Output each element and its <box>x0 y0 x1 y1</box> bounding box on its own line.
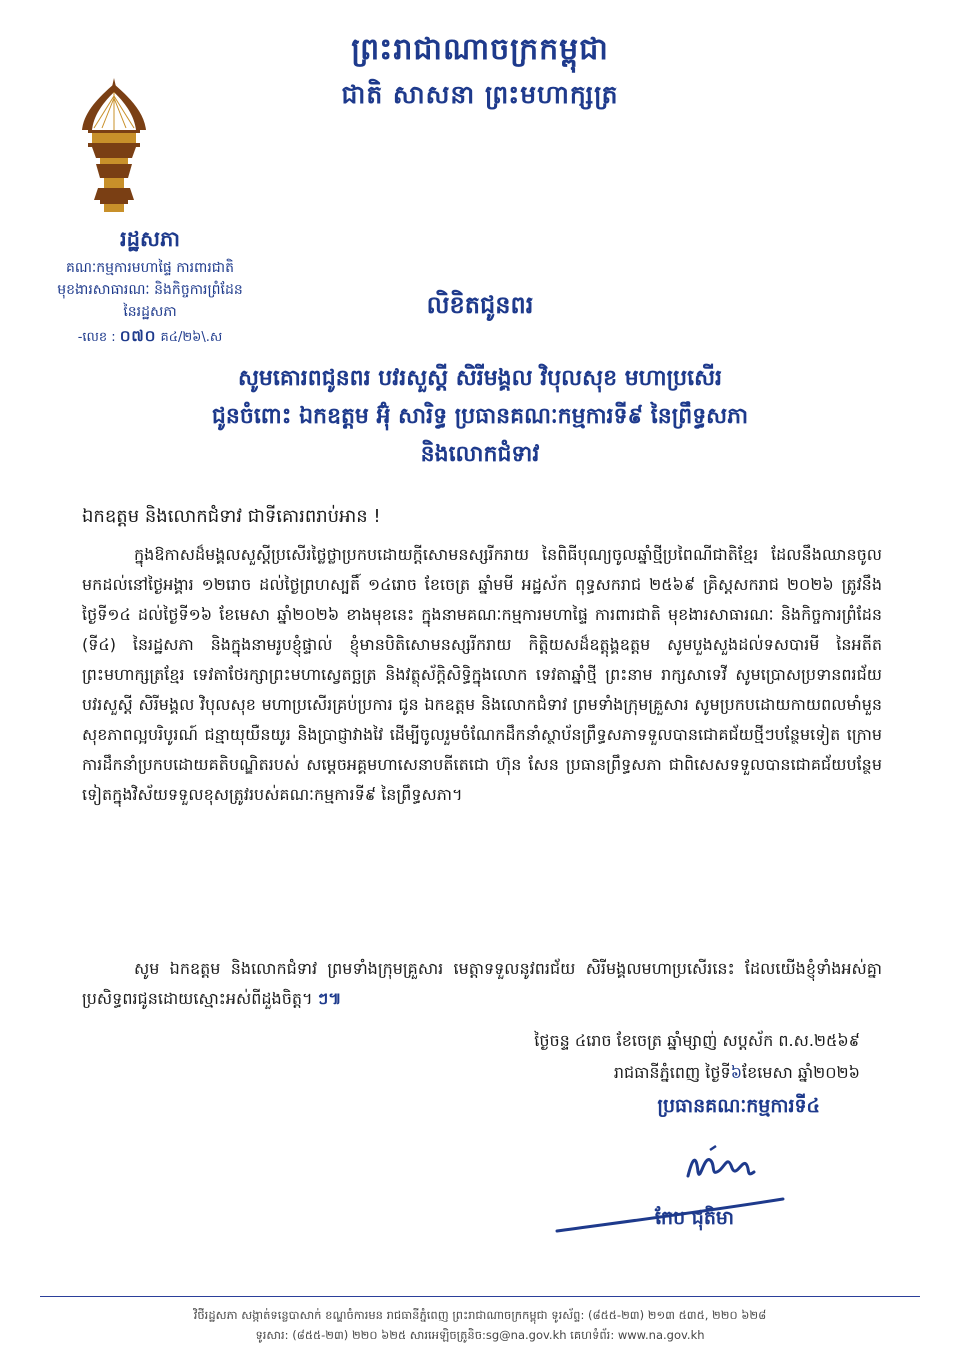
footer-address: វិថីរដ្ឋសភា សង្កាត់ទន្លេបាសាក់ ខណ្ឌចំការមន រាជធានីភ្នំពេញ ព្រះរាជាណាចក្រកម្ពុជា ទូរស័ព្ទ: (៨៥៥-២៣) ២១៣ ៥៣៥, ២២០ ៦២៨ <box>193 1308 767 1322</box>
assembly-emblem-icon <box>78 78 150 218</box>
solar-date <box>460 1058 860 1088</box>
footer-contact: ទូរសារ: (៨៥៥-២៣) ២២០ ៦២៥ សារអេឡិចត្រូនិច:sg@na.gov.kh គេហទំព័រ: www.na.gov.kh <box>255 1328 705 1342</box>
signatory-title: ប្រធានគណៈកម្មការទី៤ <box>657 1095 820 1117</box>
assembly-name: រដ្ឋសភា <box>120 227 180 251</box>
recipient-line-2: ជូនចំពោះ ឯកឧត្តម អ៊ុំ សារិទ្ធ ប្រធានគណៈកម្មការទី៩ នៃព្រឹទ្ធសភា <box>211 404 749 429</box>
salutation: ឯកឧត្តម និងលោកជំទាវ ជាទីគោរពរាប់អាន ! <box>82 506 381 527</box>
ref-suffix: គ៤/២៦\.ស <box>160 330 223 345</box>
recipient-line-3: និងលោកជំទាវ <box>420 442 540 467</box>
body-paragraph-2 <box>82 954 882 1014</box>
commission-line-1: គណៈកម្មការមហាផ្ទៃ ការពារជាតិ <box>66 260 234 276</box>
recipient-line-1: សូមគោរពជូនពរ បវរសួស្តី សិរីមង្គល វិបុលសុខ មហាប្រសើរ <box>237 366 723 391</box>
ref-prefix: -លេខ : <box>77 330 116 345</box>
solar-date-suffix: ខែមេសា ឆ្នាំ២០២៦ <box>742 1063 860 1082</box>
sender-block <box>40 226 260 349</box>
recipients-block <box>0 360 960 474</box>
body-paragraph-1 <box>82 540 882 810</box>
signature-icon <box>680 1142 770 1192</box>
ref-number: ០៧០ <box>119 327 157 345</box>
paragraph-1-text: ក្នុងឱកាសដ៏មង្គលសួស្តីប្រសើរថ្លៃថ្លាប្រកបដោយក្តីសោមនស្សរីករាយ នៃពិធីបុណ្យចូលឆ្នាំថ្មីប្រពៃណីជាតិខ្មែរ ដែលនឹងឈានចូលមកដល់នៅថ្ងៃអង្គារ ១២រោច ដល់ថ្ងៃព្រហស្បតិ៍ ១៤រោច ខែចេត្រ ឆ្នាំមមី អដ្ឋស័ក ពុទ្ធសករាជ ២៥៦៩ គ្រិស្តសករាជ ២០២៦ ត្រូវនឹងថ្ងៃទី១៤ ដល់ថ្ងៃទី១៦ ខែមេសា ឆ្នាំ២០២៦ ខាងមុខនេះ ក្នុងនាមគណៈកម្មការមហាផ្ទៃ ការពារជាតិ មុខងារសាធារណៈ និងកិច្ចការព្រំដែន (ទី៤) នៃរដ្ឋសភា និងក្នុងនាមរូបខ្ញុំផ្ទាល់ ខ្ញុំមានបិតិសោមនស្សរីករាយ កិត្តិយសដ៏ឧត្តុង្គឧត្តម សូមបួងសួងដល់ទសបារមី នៃអតីតព្រះមហាក្សត្រខ្មែរ ទេវតាថែរក្សាព្រះមហាស្វេតច្ឆត្រ និងវត្ថុស័ក្តិសិទ្ធិក្នុងលោក ទេវតាឆ្នាំថ្មី ព្រះនាម រាក្សសាទេវី សូមប្រោសប្រទានពរជ័យ បវរសួស្តី សិរីមង្គល វិបុលសុខ មហាប្រសើរគ្រប់ប្រការ ជូន ឯកឧត្តម និងលោកជំទាវ ព្រមទាំងក្រុមគ្រួសារ សូមប្រកបដោយកាយពលមាំមួន សុខភាពល្អបរិបូរណ៍ ជន្មាយុយឺនយូរ និងប្រាជ្ញាវាងវៃ ដើម្បីចូលរួមចំណែកដឹកនាំស្ថាប័នព្រឹទ្ធសភាទទួលបានជោគជ័យថ្មីៗបន្ថែមទៀត ក្រោមការដឹកនាំប្រកបដោយគតិបណ្ឌិតរបស់ សម្តេចអគ្គមហាសេនាបតីតេជោ ហ៊ុន សែន ប្រធានព្រឹទ្ធសភា ជាពិសេសទទួលបានជោគជ័យបន្ថែមទៀតក្នុងវិស័យទទួលខុសត្រូវរបស់គណៈកម្មការទី៩ នៃព្រឹទ្ធសភា។ <box>82 545 882 804</box>
solar-date-prefix: រាជធានីភ្នំពេញ ថ្ងៃទី <box>613 1063 731 1082</box>
signatory-name: កែប ជុតិមា <box>655 1207 734 1229</box>
reference-number <box>40 327 260 349</box>
footer-divider <box>40 1296 920 1297</box>
paragraph-2-text: សូម ឯកឧត្តម និងលោកជំទាវ ព្រមទាំងក្រុមគ្រួសារ មេត្តាទទួលនូវពរជ័យ សិរីមង្គលមហាប្រសើរនេះ ដែលយើងខ្ញុំទាំងអស់គ្នា ប្រសិទ្ធពរជូនដោយស្មោះអស់ពីដួងចិត្ត។ <box>82 959 882 1008</box>
commission-line-3: នៃរដ្ឋសភា <box>123 304 177 320</box>
solar-date-day: ៦ <box>730 1063 743 1082</box>
handwritten-annotation: ៗ៕ <box>317 989 342 1008</box>
national-motto: ជាតិ សាសនា ព្រះមហាក្សត្រ <box>341 80 619 109</box>
kingdom-header: ព្រះរាជាណាចក្រកម្ពុជា <box>351 32 609 67</box>
commission-line-2: មុខងារសាធារណៈ និងកិច្ចការព្រំដែន <box>57 282 243 298</box>
letter-title: លិខិតជូនពរ <box>426 291 534 319</box>
lunar-date: ថ្ងៃចន្ទ ៤រោច ខែចេត្រ ឆ្នាំម្សាញ់ សប្តស័ក ព.ស.២៥៦៩ <box>534 1031 860 1050</box>
